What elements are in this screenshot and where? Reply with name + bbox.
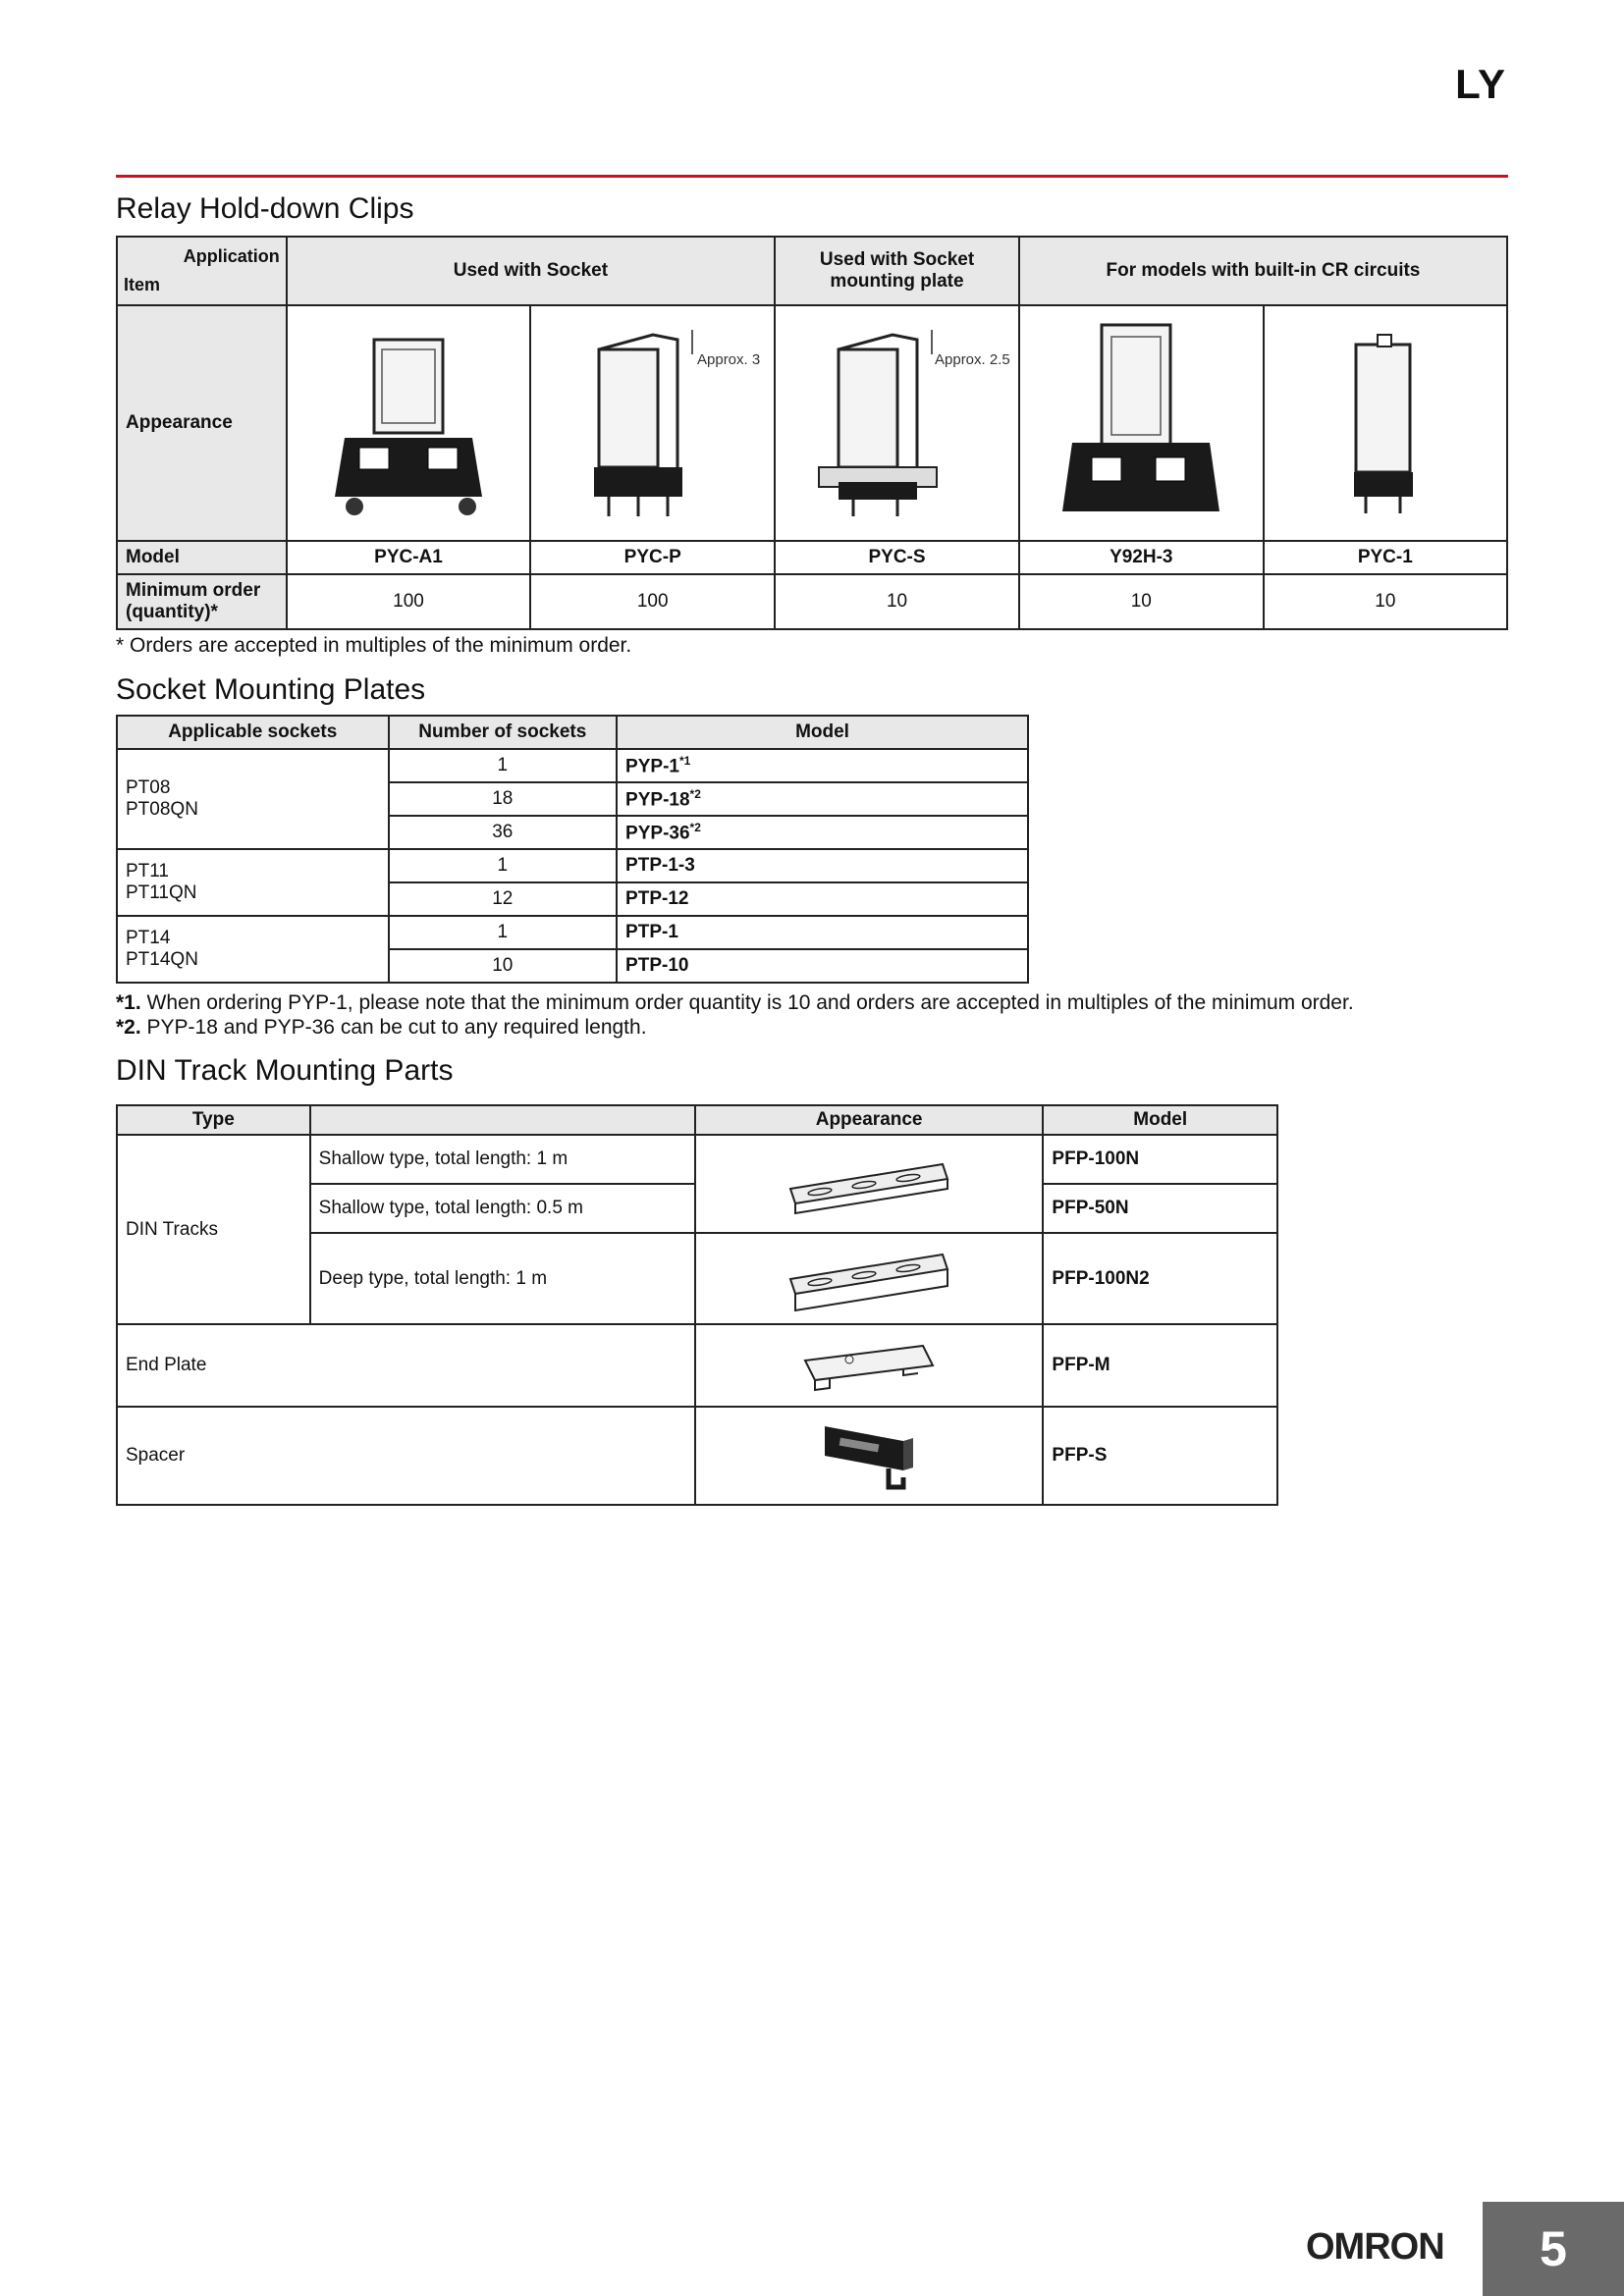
relay-cr-socket-image [1048, 315, 1234, 531]
spacer-model: PFP-S [1043, 1407, 1277, 1505]
model-cell: PYC-S [775, 541, 1019, 574]
col-number-of-sockets: Number of sockets [389, 716, 618, 749]
min-order-cell: 100 [287, 574, 531, 629]
min-order-cell: 100 [530, 574, 775, 629]
model-cell: PYC-P [530, 541, 775, 574]
shallow-track-appearance [695, 1135, 1044, 1233]
col-applicable-sockets: Applicable sockets [117, 716, 389, 749]
model-cell: Y92H-3 [1019, 541, 1264, 574]
approx-label-2: Approx. 2.5 [934, 351, 1010, 368]
socket-pt11 [117, 849, 389, 916]
relay-clips-table [116, 236, 1508, 630]
din-parts-table [116, 1104, 1278, 1506]
note-mark: *2. [116, 1016, 141, 1039]
socket-model-text: PYP-36 [625, 823, 690, 844]
col-blank [310, 1105, 695, 1135]
appearance-pyc-s [775, 305, 1019, 541]
col-appearance: Appearance [695, 1105, 1044, 1135]
model-cell: PYC-1 [1264, 541, 1507, 574]
socket-model: PTP-12 [617, 882, 1028, 916]
corner-item: Item [124, 275, 161, 294]
end-plate-label: End Plate [117, 1324, 695, 1407]
socket-model: PTP-1 [617, 916, 1028, 949]
group-cr-circuits: For models with built-in CR circuits [1019, 237, 1507, 305]
track-model: PFP-100N [1043, 1135, 1277, 1184]
socket-count: 10 [389, 949, 618, 983]
socket-note-1 [116, 990, 1354, 1015]
track-model: PFP-50N [1043, 1184, 1277, 1233]
socket-model [617, 749, 1028, 782]
product-code: LY [1455, 61, 1506, 107]
end-plate-appearance [695, 1324, 1044, 1407]
socket-model: PTP-10 [617, 949, 1028, 983]
socket-count: 36 [389, 816, 618, 849]
relay-clips-note: * Orders are accepted in multiples of the minimum order. [116, 634, 632, 657]
shallow-din-rail-image [781, 1149, 957, 1218]
relay-plate-clip-image [799, 320, 1010, 526]
appearance-pyc-a1 [287, 305, 531, 541]
socket-note-2 [116, 1015, 647, 1040]
appearance-y92h-3 [1019, 305, 1264, 541]
socket-model: PTP-1-3 [617, 849, 1028, 882]
row-label-appearance: Appearance [117, 305, 287, 541]
page-number: 5 [1483, 2202, 1624, 2296]
spacer-label: Spacer [117, 1407, 695, 1505]
socket-model [617, 816, 1028, 849]
min-order-cell: 10 [775, 574, 1019, 629]
note-text: When ordering PYP-1, please note that the minimum order quantity is 10 and orders are accepted in multiples of the minimum order. [146, 991, 1354, 1014]
track-desc: Shallow type, total length: 0.5 m [310, 1184, 695, 1233]
row-label-model: Model [117, 541, 287, 574]
appearance-pyc-p [530, 305, 775, 541]
header-rule [116, 175, 1508, 178]
socket-model-text: PYP-18 [625, 789, 690, 811]
col-model: Model [1043, 1105, 1277, 1135]
socket-pt08 [117, 749, 389, 849]
relay-clip-image [555, 320, 760, 526]
din-parts-title: DIN Track Mounting Parts [116, 1054, 454, 1087]
socket-pt14-label: PT14 PT14QN [126, 928, 198, 970]
track-desc: Deep type, total length: 1 m [310, 1233, 695, 1324]
socket-model [617, 782, 1028, 816]
socket-plates-table [116, 715, 1029, 984]
socket-count: 18 [389, 782, 618, 816]
col-type: Type [117, 1105, 310, 1135]
socket-pt14 [117, 916, 389, 983]
socket-count: 1 [389, 916, 618, 949]
note-mark: *1. [116, 991, 141, 1014]
deep-track-appearance [695, 1233, 1044, 1324]
omron-logo: OMRON [1306, 2226, 1444, 2268]
spacer-appearance [695, 1407, 1044, 1505]
track-model: PFP-100N2 [1043, 1233, 1277, 1324]
footnote-mark: *1 [678, 753, 691, 768]
min-order-cell: 10 [1264, 574, 1507, 629]
din-tracks-label: DIN Tracks [117, 1135, 310, 1324]
track-desc: Shallow type, total length: 1 m [310, 1135, 695, 1184]
socket-pt08-label: PT08 PT08QN [126, 777, 198, 820]
approx-label-1: Approx. 3 [696, 351, 760, 368]
note-text: PYP-18 and PYP-36 can be cut to any required length. [146, 1016, 647, 1039]
end-plate-image [795, 1336, 943, 1395]
socket-count: 1 [389, 849, 618, 882]
corner-application: Application [183, 246, 280, 266]
col-model: Model [617, 716, 1028, 749]
socket-count: 12 [389, 882, 618, 916]
relay-socket-image [325, 320, 492, 526]
socket-plates-title: Socket Mounting Plates [116, 673, 426, 706]
end-plate-model: PFP-M [1043, 1324, 1277, 1407]
group-mounting-plate: Used with Socket mounting plate [775, 237, 1019, 305]
footnote-mark: *2 [689, 820, 701, 834]
deep-din-rail-image [781, 1240, 957, 1318]
appearance-pyc-1 [1264, 305, 1507, 541]
spacer-image [810, 1416, 928, 1495]
socket-pt11-label: PT11 PT11QN [126, 861, 197, 903]
min-order-cell: 10 [1019, 574, 1264, 629]
socket-model-text: PYP-1 [625, 756, 679, 777]
corner-cell [117, 237, 287, 305]
group-socket: Used with Socket [287, 237, 775, 305]
model-cell: PYC-A1 [287, 541, 531, 574]
footnote-mark: *2 [689, 786, 701, 801]
relay-clips-title: Relay Hold-down Clips [116, 192, 414, 225]
row-label-min-order: Minimum order (quantity)* [117, 574, 287, 629]
relay-cr-clip-image [1326, 325, 1444, 521]
socket-count: 1 [389, 749, 618, 782]
